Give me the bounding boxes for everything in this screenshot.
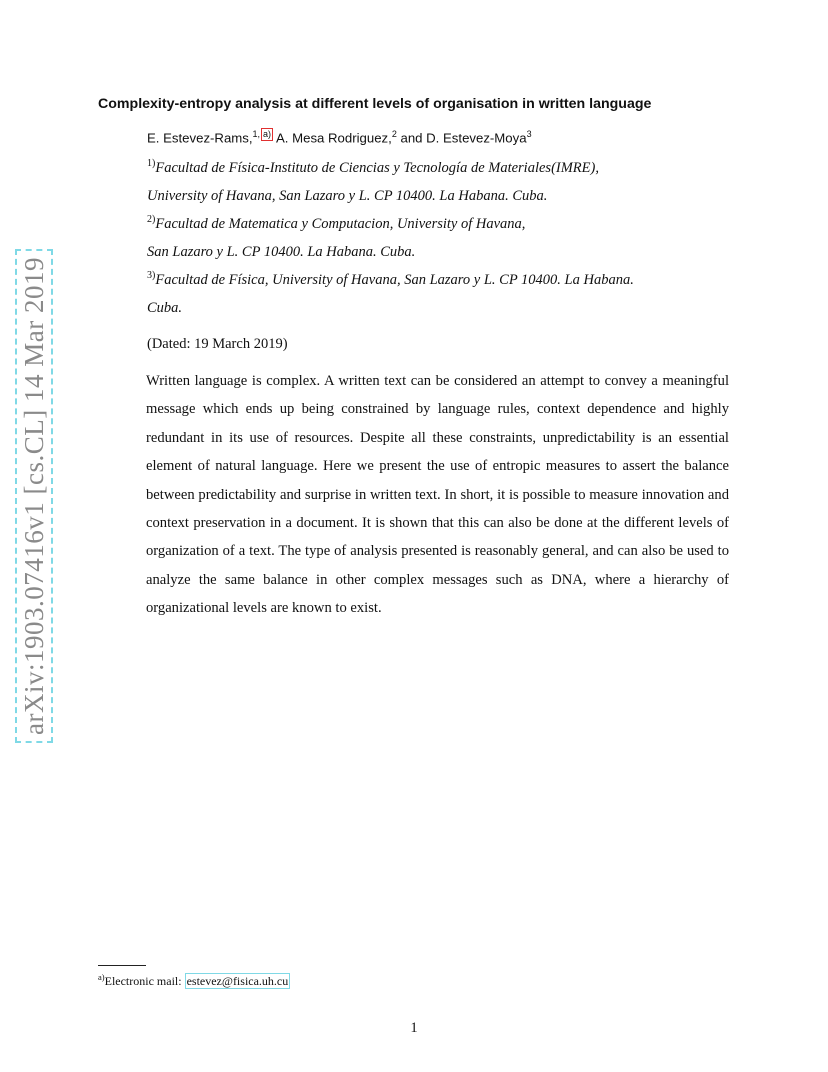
author-3: and D. Estevez-Moya <box>396 130 527 146</box>
affiliation-line: University of Havana, San Lazaro y L. CP 10400. La Habana. Cuba. <box>147 188 548 204</box>
footnote-mark: a) <box>98 972 105 982</box>
arxiv-identifier[interactable]: arXiv:1903.07416v1 [cs.CL] 14 Mar 2019 <box>15 249 53 743</box>
affiliation-line: Facultad de Matematica y Computacion, University of Havana, <box>155 216 526 232</box>
author-2-affil: 2 <box>391 129 397 139</box>
author-2: A. Mesa Rodriguez, <box>273 130 392 146</box>
author-3-affil: 3 <box>526 129 532 139</box>
footnote <box>98 974 290 989</box>
arxiv-stamp <box>14 258 54 734</box>
footnote-label: Electronic mail: <box>104 974 185 988</box>
affiliation-number: 2) <box>147 214 156 226</box>
affiliation-line: Cuba. <box>147 300 183 316</box>
date-line: (Dated: 19 March 2019) <box>147 336 288 352</box>
author-1-affil: 1, <box>252 129 261 139</box>
author-list <box>147 128 532 145</box>
author-1: E. Estevez-Rams, <box>147 130 253 146</box>
affiliation-line: Facultad de Física, University of Havana, San Lazaro y L. CP 10400. La Habana. <box>155 272 634 288</box>
affiliation-2 <box>147 210 747 266</box>
affiliation-line: San Lazaro y L. CP 10400. La Habana. Cuba. <box>147 244 416 260</box>
affiliation-line: Facultad de Física-Instituto de Ciencias y Tecnología de Materiales(IMRE), <box>155 160 599 176</box>
affiliation-number: 3) <box>147 270 156 282</box>
affiliation-1 <box>147 154 747 210</box>
paper-title: Complexity-entropy analysis at different levels of organisation in written language <box>98 96 652 112</box>
page-number: 1 <box>410 1020 418 1036</box>
affiliation-number: 1) <box>147 158 156 170</box>
abstract: Written language is complex. A written text can be considered an attempt to convey a meaningful message which ends up being constrained by language rules, context dependence and highly redundant in its use of resources. Despite all these constraints, unpredictability is an essential element of natural language. Here we present the use of entropic measures to assert the balance between predictability and surprise in written text. In short, it is possible to measure innovation and context preservation in a document. It is shown that this can also be done at the different levels of organization of a text. The type of analysis presented is reasonably general, and can also be used to analyze the same balance in other complex messages such as DNA, where a hierarchy of organizational levels are known to exist. <box>146 373 729 617</box>
footnote-link[interactable]: a) <box>263 129 272 139</box>
email-link[interactable]: estevez@fisica.uh.cu <box>186 974 289 988</box>
affiliation-3 <box>147 266 747 322</box>
footnote-divider <box>98 965 146 966</box>
